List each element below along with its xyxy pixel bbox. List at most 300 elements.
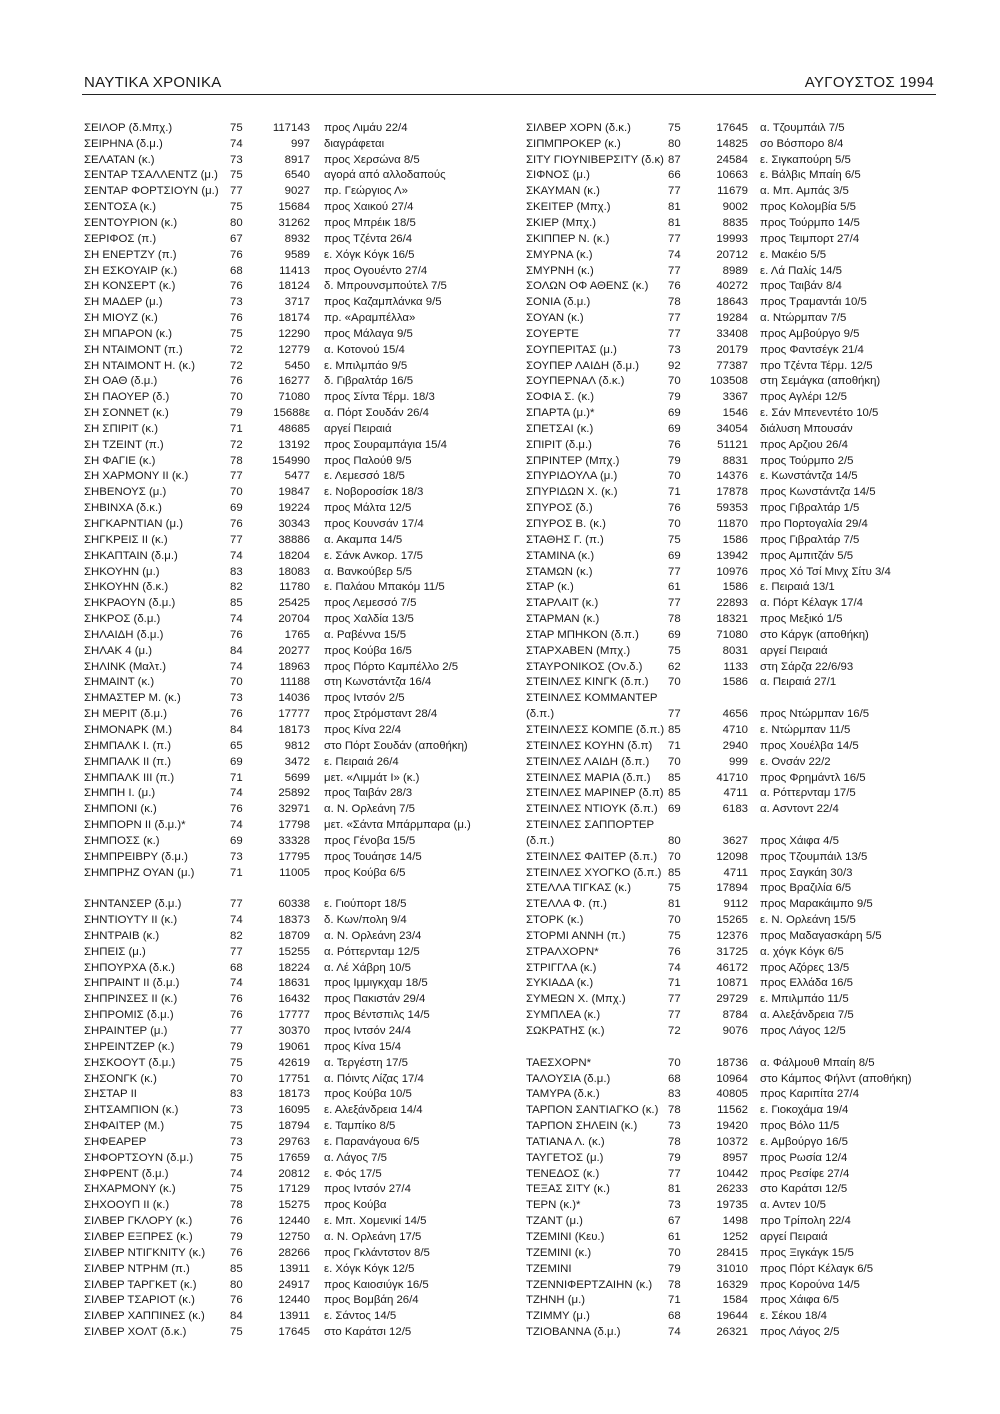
ship-status-note: προς Αγλέρι 12/5 [760,391,847,404]
ship-name: ΣΙΛΒΕΡ ΧΟΛΤ (δ.κ.) [84,1326,187,1339]
ship-entry-row [526,865,951,881]
ship-name: ΤΕΡΝ (κ.)* [526,1199,581,1212]
ship-name: ΣΙΠΜΠΡΟΚΕΡ (κ.) [526,137,621,150]
ship-name: ΣΤΕΙΝΛΕΣ ΜΑΡΙΝΕΡ (δ.π) [526,787,664,800]
ship-tonnage: 3717 [284,296,310,309]
ship-year: 79 [230,407,243,420]
ship-name: ΣΗΚΡΑΟΥΝ (δ.μ.) [84,597,176,610]
ship-tonnage: 1586 [722,533,748,546]
ship-tonnage: 19735 [716,1199,748,1212]
ship-year: 75 [230,1056,243,1069]
ship-name: ΣΗΠΡΟΜΙΣ (δ.μ.) [84,1009,174,1022]
ship-status-note: ε. Νοβοροσίσκ 18/3 [324,486,424,499]
ship-name: ΣΗΚΟΥΗΝ (μ.) [84,565,160,578]
ship-name: ΣΤΑΡΜΑΝ (κ.) [526,613,600,626]
ship-entry-row [84,706,504,722]
ship-year: 75 [230,1120,243,1133]
header-rule [82,94,936,95]
ship-name: ΣΠΡΙΝΤΕΡ (Μπχ.) [526,454,620,467]
ship-entry-row [84,849,504,865]
ship-status-note: α. Ακαμπα 14/5 [324,533,403,546]
ship-name: ΣΗΜΠΟΡΝ ΙΙ (δ.μ.)* [84,819,186,832]
ship-year: 76 [230,518,243,531]
ship-name: ΣΤΑΡΧΑΒΕΝ (Μπχ.) [526,644,631,657]
ship-year: 76 [230,1215,243,1228]
ship-entry-row [84,263,504,279]
ship-year: 68 [668,1310,681,1323]
ship-name: ΣΟΥΕΡΤΕ [526,327,579,340]
ship-year: 76 [668,438,681,451]
ship-name: ΣΗ ΦΑΓΙΕ (κ.) [84,454,156,467]
ship-year: 61 [668,581,681,594]
ship-name: ΣΗ ΠΑΟΥΕΡ (δ.) [84,391,170,404]
ship-status-note: α. Πόρτ Σουδάν 26/4 [324,407,430,420]
ship-tonnage: 30370 [278,1025,310,1038]
ship-entry-row [84,120,504,136]
ship-tonnage: 4711 [723,866,748,879]
ship-year: 70 [668,518,681,531]
ship-year: 77 [230,898,243,911]
ship-name: ΣΙΛΒΕΡ ΕΞΠΡΕΣ (κ.) [84,1230,193,1243]
ship-tonnage: 26233 [716,1183,748,1196]
ship-tonnage: 17798 [278,819,310,832]
ship-tonnage: 29763 [278,1135,310,1148]
ship-entry-row [84,991,504,1007]
ship-status-note: προς Ντώρμπαν 16/5 [760,708,870,721]
ship-year: 81 [668,898,681,911]
ship-tonnage: 18173 [278,723,310,736]
ship-status-note: προς Καιοσιύγκ 16/5 [324,1278,429,1291]
ship-tonnage: 16095 [278,1104,310,1117]
ship-status-note: προς Τζουμπάιλ 13/5 [760,850,868,863]
ship-year: 62 [668,660,681,673]
ship-name: ΣΗΜΠΑΛΚ Ι. (π.) [84,739,172,752]
ship-entry-row [84,1134,504,1150]
ship-entry-row [526,1118,951,1134]
ship-entry-row [526,152,951,168]
ship-tonnage: 8031 [722,644,748,657]
ship-entry-row [84,785,504,801]
ship-year: 77 [668,708,681,721]
ship-year: 75 [230,327,243,340]
ship-tonnage: 11413 [279,264,310,277]
ship-name: ΣΗΣΟΝΓΚ (κ.) [84,1072,157,1085]
ship-status-note: ε. Παλάου Μπακόμ 11/5 [324,581,445,594]
ship-entry-row [526,611,951,627]
ship-entry-row [84,611,504,627]
ship-tonnage: 20179 [716,343,748,356]
ship-tonnage: 11679 [717,185,748,198]
ship-entry-row [84,1150,504,1166]
ship-year: 75 [668,929,681,942]
ship-year: 69 [668,422,681,435]
ship-status-note: προς Χάιφα 6/5 [760,1294,840,1307]
ship-year: 80 [668,834,681,847]
ship-status-note: στη Κωνστάντζα 16/4 [324,676,432,689]
ship-name: ΣΜΥΡΝΗ (κ.) [526,264,594,277]
ship-status-note: προς Μεξικό 1/5 [760,613,843,626]
ship-name: ΣΠΕΤΣΑΙ (κ.) [526,422,594,435]
ship-name: ΣΗ ΚΟΝΣΕΡΤ (κ.) [84,280,176,293]
ship-entry-row [526,548,951,564]
ship-year: 70 [668,914,681,927]
ship-name: ΣΟΛΩΝ ΟΦ ΑΘΕΝΣ (κ.) [526,280,649,293]
ship-name: ΣΤΕΙΝΛΕΣ ΦΑΙΤΕΡ (δ.π.) [526,850,658,863]
ship-status-note: προς Σίντα Τέρμ. 18/3 [324,391,435,404]
ship-year: 70 [230,486,243,499]
ship-name: ΣΕΝΤΟΣΑ (κ.) [84,201,157,214]
ship-status-note: ε. Ντώρμπαν 11/5 [760,723,851,736]
ship-name: ΤΑΥΓΕΤΟΣ (μ.) [526,1151,604,1164]
ship-year: 76 [230,803,243,816]
ship-name: ΣΥΜΕΩΝ Χ. (Μπχ.) [526,993,626,1006]
ship-tonnage: 1584 [722,1294,748,1307]
ship-year: 69 [668,407,681,420]
ship-year: 84 [230,644,243,657]
ship-tonnage: 12779 [278,343,310,356]
ship-name: ΣΗΓΚΡΕΙΣ ΙΙ (κ.) [84,533,168,546]
ship-name: ΣΙΛΒΕΡ ΤΑΡΓΚΕΤ (κ.) [84,1278,197,1291]
ship-year: 68 [230,961,243,974]
ship-tonnage: 17777 [278,708,310,721]
ship-name: ΣΗΧΟΟΥΠ ΙΙ (κ.) [84,1199,170,1212]
ship-entry-row [84,1182,504,1198]
ship-name: ΣΗΝΤΙΟΥΤΥ ΙΙ (κ.) [84,914,178,927]
ship-entry-row [84,595,504,611]
ship-name: ΣΗ ΧΑΡΜΟΝΥ ΙΙ (κ.) [84,470,189,483]
ship-status-note: προ Πορτογαλία 29/4 [760,518,868,531]
ship-status-note: προς Κίνα 22/4 [324,723,402,736]
ship-status-note: προς Πακιστάν 29/4 [324,993,426,1006]
ship-status-note: ε. Λά Παλίς 14/5 [760,264,842,277]
ship-entry-row [84,1007,504,1023]
ship-year: 77 [668,327,681,340]
ship-status-note: στο Πόρτ Σουδάν (αποθήκη) [324,739,468,752]
ship-year: 79 [230,1230,243,1243]
ship-list-right-column [526,120,951,1340]
ship-name: ΤΑΕΣΧΟΡΝ* [526,1056,592,1069]
ship-year: 81 [668,1183,681,1196]
ship-entry-row [526,754,951,770]
ship-tonnage: 10442 [716,1167,748,1180]
ship-status-note: α. Κοτονού 15/4 [324,343,405,356]
ship-tonnage: 32971 [278,803,310,816]
ship-name: ΣΤΑΡΛΑΙΤ (κ.) [526,597,599,610]
ship-status-note: ε. Σάνκ Ανκορ. 17/5 [324,549,423,562]
ship-entry-row [526,231,951,247]
ship-name: ΤΖΑΝΤ (μ.) [526,1215,583,1228]
ship-status-note: ε. Λεμεσσό 18/5 [324,470,405,483]
ship-tonnage: 31262 [278,216,310,229]
ship-entry-row [526,801,951,817]
ship-tonnage: 28266 [278,1246,310,1259]
ship-entry-row [84,437,504,453]
ship-name: ΣΗ ΝΤΑΙΜΟΝΤ Η. (κ.) [84,359,196,372]
ship-tonnage: 18083 [278,565,310,578]
ship-status-note: διαγράφεται [324,137,385,150]
ship-status-note: α. Ν. Ορλεάνη 17/5 [324,1230,422,1243]
ship-entry-row [84,215,504,231]
ship-entry-row [84,1197,504,1213]
ship-status-note: προς Ρεσίφε 27/4 [760,1167,850,1180]
ship-name: ΣΗΦΟΡΤΣΟΥΝ (δ.μ.) [84,1151,194,1164]
ship-status-note: α. Ντώρμπαν 7/5 [760,312,847,325]
ship-status-note: προς Χαλδία 13/5 [324,613,414,626]
ship-tonnage: 1586 [722,676,748,689]
ship-entry-row [84,1308,504,1324]
ship-year: 85 [668,771,681,784]
ship-name: ΣΕΙΡΗΝΑ (δ.μ.) [84,137,163,150]
ship-status-note: ε. Πειραιά 26/4 [324,755,399,768]
ship-entry-row [84,928,504,944]
ship-name: ΣΚΑΥΜΑΝ (κ.) [526,185,600,198]
ship-tonnage: 15255 [278,945,310,958]
ship-entry-row [84,865,504,881]
ship-status-note: ε. Χόγκ Κόγκ 12/5 [324,1262,415,1275]
ship-name: ΣΤΑΜΙΝΑ (κ.) [526,549,595,562]
ship-name: ΤΑΡΠΟΝ ΣΑΝΤΙΑΓΚΟ (κ.) [526,1104,659,1117]
ship-entry-row [84,484,504,500]
ship-name: ΣΙΛΒΕΡ ΤΣΑΡΙΟΤ (κ.) [84,1294,195,1307]
ship-year: 78 [668,613,681,626]
ship-name: ΣΕΡΙΦΟΣ (π.) [84,232,157,245]
ship-year: 68 [230,264,243,277]
ship-status-note: προς Χάιφα 4/5 [760,834,840,847]
ship-year: 76 [668,502,681,515]
ship-status-note: προς Ταιβάν 8/4 [760,280,842,293]
ship-name: ΤΖΕΜΙΝΙ (Κευ.) [526,1230,605,1243]
ship-status-note: προς Τζέντα 26/4 [324,232,413,245]
ship-entry-row [526,183,951,199]
ship-status-note: α. Τεργέστη 17/5 [324,1056,408,1069]
ship-year: 81 [668,216,681,229]
ship-tonnage: 29729 [716,993,748,1006]
ship-status-note: προς Ιντσόν 24/4 [324,1025,411,1038]
ship-year: 75 [230,169,243,182]
ship-year: 82 [230,929,243,942]
ship-year: 76 [230,1009,243,1022]
ship-entry-row [526,532,951,548]
ship-name: ΣΙΦΝΟΣ (μ.) [526,169,590,182]
ship-tonnage: 12376 [716,929,748,942]
ship-status-note: προς Σαγκάη 30/3 [760,866,853,879]
ship-entry-row [526,263,951,279]
ship-entry-row [526,896,951,912]
ship-tonnage: 17645 [278,1326,310,1339]
ship-tonnage: 18794 [278,1120,310,1133]
ship-year: 69 [230,834,243,847]
ship-status-note: προς Κωνστάντζα 14/5 [760,486,876,499]
ship-tonnage: 999 [728,755,748,768]
ship-entry-row [84,690,504,706]
ship-name: ΣΗ ΟΑΘ (δ.μ.) [84,375,158,388]
ship-tonnage: 12440 [278,1294,310,1307]
ship-tonnage: 997 [290,137,310,150]
ship-entry-row [526,706,951,722]
ship-status-note: δ. Κων/πολη 9/4 [324,914,407,927]
ship-tonnage: 6183 [722,803,748,816]
section-gap [84,881,504,897]
ship-status-note: ε. Φός 17/5 [324,1167,382,1180]
ship-status-note: μετ. «Σάντα Μπάρμπαρα (μ.) [324,819,471,832]
ship-name: ΣΗΤΣΑΜΠΙΟΝ (κ.) [84,1104,179,1117]
ship-entry-row [84,1229,504,1245]
ship-name: ΣΕΛΑΤΑΝ (κ.) [84,153,155,166]
ship-status-note: προς Μπρέικ 18/5 [324,216,416,229]
ship-entry-row [84,1277,504,1293]
ship-status-note: προ Τζέντα Τέρμ. 12/5 [760,359,873,372]
ship-year: 78 [230,454,243,467]
ship-entry-row [84,389,504,405]
ship-entry-row [84,564,504,580]
ship-name: ΣΠΑΡΤΑ (μ.)* [526,407,595,420]
ship-status-note: μετ. «Λιμμάτ Ι» (κ.) [324,771,420,784]
ship-status-note: α. Τζουμπάιλ 7/5 [760,121,845,134]
ship-name: ΣΗΛΑΚ 4 (μ.) [84,644,153,657]
ship-year: 92 [668,359,681,372]
ship-name: ΤΖΙΟΒΑΝΝΑ (δ.μ.) [526,1326,621,1339]
ship-entry-row [84,960,504,976]
ship-year: 73 [230,692,243,705]
ship-name: ΣΗΛΙΝΚ (Μαλτ.) [84,660,167,673]
ship-entry-row [526,1166,951,1182]
ship-name: ΣΠΙΡΙΤ (δ.μ.) [526,438,592,451]
ship-status-note: προς Γκλάντστον 8/5 [324,1246,430,1259]
ship-year: 78 [230,1199,243,1212]
ship-tonnage: 25425 [278,597,310,610]
ship-tonnage: 103508 [709,375,748,388]
ship-entry-row [84,1166,504,1182]
ship-entry-row [526,405,951,421]
ship-year: 87 [668,153,681,166]
ship-year: 75 [230,201,243,214]
ship-tonnage: 1252 [722,1230,748,1243]
ship-name: ΣΗΠΡΙΝΣΕΣ ΙΙ (κ.) [84,993,178,1006]
ship-year: 74 [230,660,243,673]
ship-entry-row [526,1229,951,1245]
ship-tonnage: 6540 [284,169,310,182]
ship-tonnage: 33328 [278,834,310,847]
ship-entry-row [526,944,951,960]
ship-year: 67 [668,1215,681,1228]
ship-year: 71 [668,1294,681,1307]
ship-status-note: α. Αντεν 10/5 [760,1199,826,1212]
ship-tonnage: 19847 [278,486,310,499]
ship-entry-row [84,1039,504,1055]
ship-status-note: α. χόγκ Κόγκ 6/5 [760,945,844,958]
ship-name: ΣΥΜΠΛΕΑ (κ.) [526,1009,601,1022]
ship-entry-row [526,817,951,833]
ship-status-note: ε. Κωνστάντζα 14/5 [760,470,858,483]
ship-entry-row [84,659,504,675]
ship-status-note: προς Κούβα 16/5 [324,644,412,657]
ship-entry-row [526,389,951,405]
ship-tonnage: 59353 [716,502,748,515]
ship-entry-row [526,690,951,706]
ship-name: ΣΙΤΥ ΓΙΟΥΝΙΒΕΡΣΙΤΥ (δ.κ) [526,153,664,166]
ship-year: 77 [668,993,681,1006]
ship-entry-row [526,278,951,294]
ship-year: 80 [230,1278,243,1291]
ship-tonnage: 3367 [722,391,748,404]
ship-tonnage: 11870 [717,518,748,531]
ship-tonnage: 17129 [278,1183,310,1196]
ship-entry-row [84,326,504,342]
ship-year: 75 [230,1183,243,1196]
ship-name: ΤΑΡΠΟΝ ΣΗΛΕΙΝ (κ.) [526,1120,638,1133]
ship-tonnage: 12750 [278,1230,310,1243]
ship-name: ΣΟΝΙΑ (δ.μ.) [526,296,591,309]
ship-tonnage: 24584 [716,153,748,166]
ship-name: ΣΗΧΑΡΜΟΝΥ (κ.) [84,1183,176,1196]
ship-tonnage: 1546 [722,407,748,420]
ship-entry-row [84,833,504,849]
ship-entry-row [526,326,951,342]
ship-year: 74 [230,787,243,800]
ship-tonnage: 19993 [716,232,748,245]
ship-entry-row [526,1150,951,1166]
ship-tonnage: 8989 [722,264,748,277]
ship-entry-row [84,342,504,358]
ship-tonnage: 16329 [716,1278,748,1291]
section-gap [526,1039,951,1055]
ship-name: ΣΗΦΕΑΡΕΡ [84,1135,147,1148]
ship-name: (δ.π.) [526,834,555,847]
ship-entry-row [526,595,951,611]
ship-tonnage: 11562 [717,1104,748,1117]
ship-status-note: ε. Γιοκοχάμα 19/4 [760,1104,849,1117]
ship-year: 83 [230,565,243,578]
ship-name: ΣΤΑΜΩΝ (κ.) [526,565,593,578]
ship-year: 76 [668,280,681,293]
ship-name: ΣΗΜΠΡΕΙΒΡΥ (δ.μ.) [84,850,188,863]
ship-tonnage: 13192 [278,438,310,451]
ship-name: ΤΖΗΝΗ (μ.) [526,1294,586,1307]
ship-entry-row [526,1197,951,1213]
ship-year: 71 [668,739,681,752]
ship-name: ΣΤΑΥΡΟΝΙΚΟΣ (Ον.δ.) [526,660,643,673]
ship-tonnage: 17645 [716,121,748,134]
ship-tonnage: 15265 [716,914,748,927]
ship-status-note: αγορά από αλλοδαπούς [324,169,446,182]
ship-status-note: προς Λάγος 12/5 [760,1025,846,1038]
ship-name: ΣΗΜΠΗ Ι. (μ.) [84,787,156,800]
ship-year: 70 [668,375,681,388]
ship-tonnage: 10964 [716,1072,748,1085]
ship-entry-row [526,1134,951,1150]
ship-entry-row [526,928,951,944]
ship-year: 69 [230,502,243,515]
ship-name: ΣΗΣΚΟΟΥΤ (δ.μ.) [84,1056,176,1069]
ship-tonnage: 40805 [716,1088,748,1101]
ship-tonnage: 11005 [279,866,310,879]
ship-tonnage: 12440 [278,1215,310,1228]
ship-entry-row [84,675,504,691]
ship-year: 77 [668,232,681,245]
ship-tonnage: 1586 [722,581,748,594]
ship-year: 69 [668,549,681,562]
ship-status-note: προς Βραζιλία 6/5 [760,882,852,895]
ship-entry-row [84,168,504,184]
ship-entry-row [84,627,504,643]
ship-status-note: ε. Αμβούργο 16/5 [760,1135,848,1148]
ship-entry-row [526,579,951,595]
ship-name: ΤΖΕΜΙΝΙ [526,1262,572,1275]
ship-entry-row [526,1007,951,1023]
ship-tonnage: 28415 [716,1246,748,1259]
ship-status-note: προς Κούβα [324,1199,387,1212]
ship-tonnage: 154990 [271,454,310,467]
